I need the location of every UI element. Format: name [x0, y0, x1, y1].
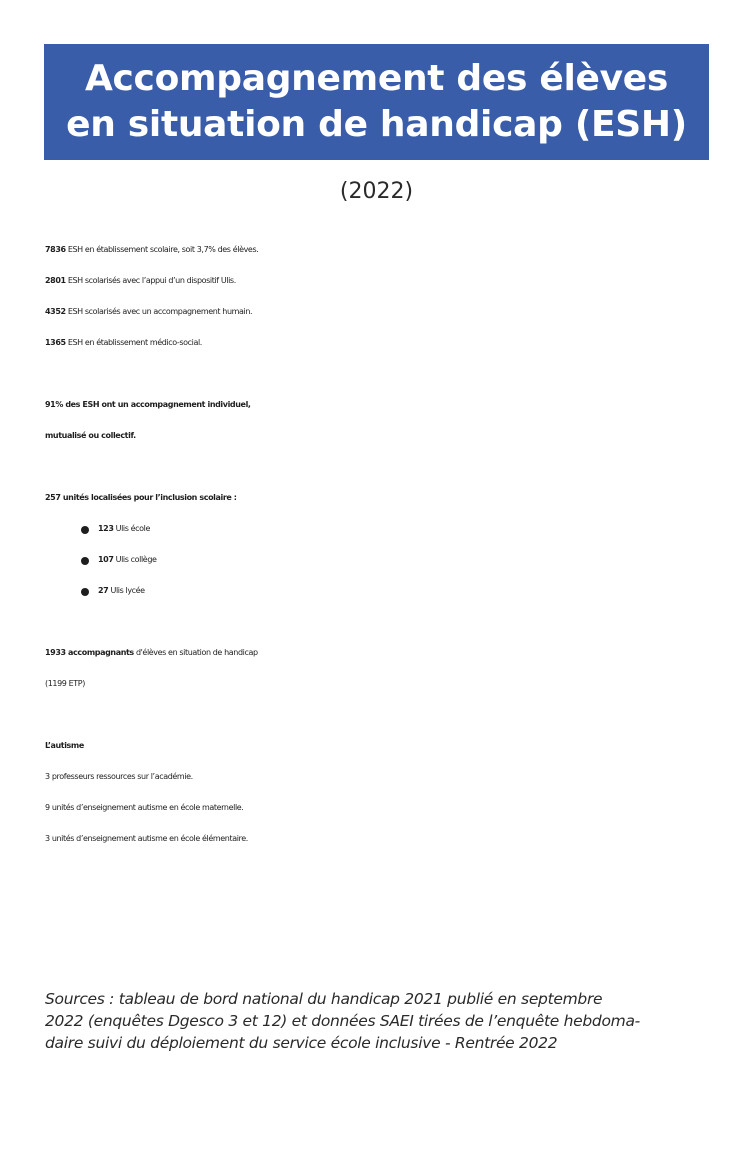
- stat-number: 2801: [45, 276, 66, 285]
- ulis-label: Ulis collège: [113, 555, 157, 564]
- list-item: [45, 544, 725, 575]
- stat-line: [45, 234, 725, 265]
- autism-block: [45, 730, 725, 854]
- stat-text: ESH scolarisés avec un accompagnement humain.: [65, 307, 253, 316]
- autism-line: 3 professeurs ressources sur l’académie.: [45, 772, 193, 781]
- stat-text: ESH en établissement scolaire, soit 3,7% des élèves.: [65, 245, 259, 254]
- title-banner: [44, 44, 709, 160]
- stat-text: ESH en établissement médico-social.: [65, 338, 202, 347]
- sources-line-3: daire suivi du déploiement du service école inclusive - Rentrée 2022: [45, 1034, 558, 1052]
- aesh-etp: (1199 ETP): [45, 679, 85, 688]
- content-body: [45, 234, 725, 854]
- stat-number: 7836: [45, 245, 66, 254]
- aesh-text: d'élèves en situation de handicap: [133, 648, 258, 657]
- accompaniment-line-2: mutualisé ou collectif.: [45, 431, 136, 440]
- page-title-line-2: en situation de handicap (ESH): [66, 104, 687, 145]
- stat-text: ESH scolarisés avec l’appui d’un dispositif Ulis.: [65, 276, 236, 285]
- stat-line: [45, 327, 725, 358]
- ulis-label: Ulis lycée: [108, 586, 145, 595]
- ulis-number: 107: [98, 555, 114, 564]
- stat-line: [45, 265, 725, 296]
- ulis-number: 27: [98, 586, 109, 595]
- sources-note: [45, 988, 709, 1054]
- autism-heading: L’autisme: [45, 741, 84, 750]
- aesh-number: 1933 accompagnants: [45, 648, 134, 657]
- page-title-line-1: Accompagnement des élèves: [84, 58, 669, 99]
- accompaniment-block: [45, 389, 725, 451]
- ulis-heading: 257 unités localisées pour l’inclusion scolaire :: [45, 493, 237, 502]
- bullet-icon: [81, 557, 89, 565]
- sources-line-1: Sources : tableau de bord national du handicap 2021 publié en septembre: [45, 990, 603, 1008]
- stats-block: [45, 234, 725, 358]
- ulis-block: [45, 482, 725, 606]
- accompaniment-line-1: 91% des ESH ont un accompagnement individuel,: [45, 400, 251, 409]
- stat-line: [45, 296, 725, 327]
- ulis-number: 123: [98, 524, 114, 533]
- ulis-label: Ulis école: [113, 524, 151, 533]
- sources-line-2: 2022 (enquêtes Dgesco 3 et 12) et données SAEI tirées de l’enquête hebdoma-: [45, 1012, 640, 1030]
- year-label: (2022): [339, 179, 414, 204]
- list-item: [45, 513, 725, 544]
- list-item: [45, 575, 725, 606]
- bullet-icon: [81, 526, 89, 534]
- bullet-icon: [81, 588, 89, 596]
- stat-number: 4352: [45, 307, 66, 316]
- stat-number: 1365: [45, 338, 66, 347]
- ulis-list: [45, 513, 725, 606]
- aesh-block: [45, 637, 725, 699]
- autism-line: 3 unités d’enseignement autisme en école élémentaire.: [45, 834, 248, 843]
- aesh-line: [45, 637, 725, 668]
- autism-line: 9 unités d’enseignement autisme en école maternelle.: [45, 803, 244, 812]
